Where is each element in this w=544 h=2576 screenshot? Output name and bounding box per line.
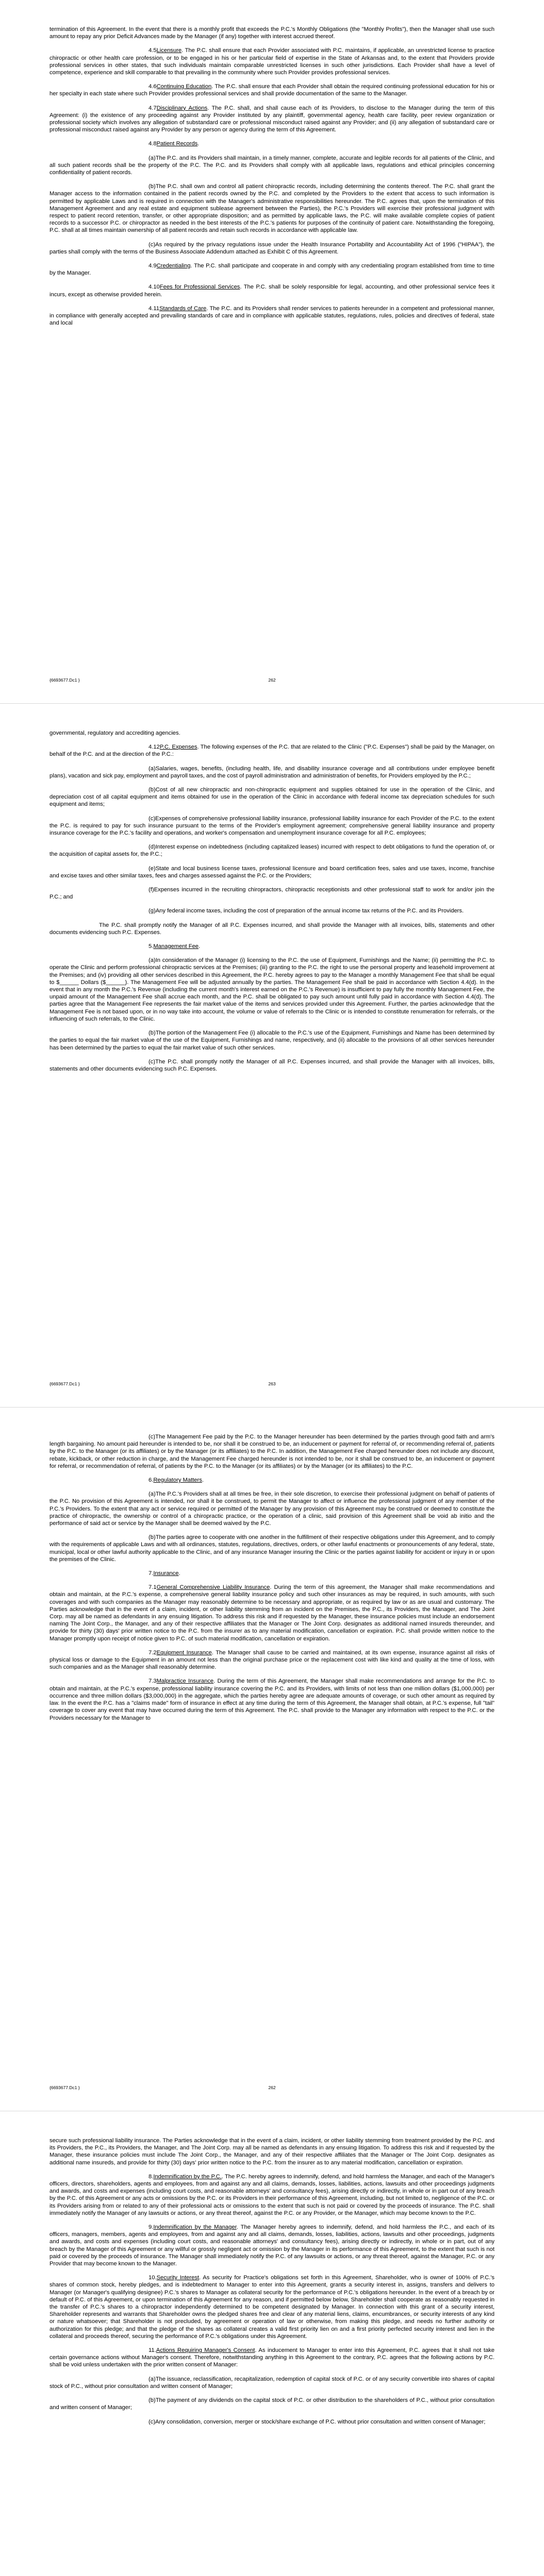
page-footer <box>50 2085 494 2092</box>
paragraph-text: State and local business license taxes, professional licensure and board certification fees, sales and use taxes, income, franchise and excise taxes and other similar taxes, fees and charges assessed against the P.C. or the Providers; <box>50 865 494 879</box>
page-footer <box>50 1381 494 1388</box>
paragraph-text: termination of this Agreement. In the event that there is a monthly profit that exceeds the P.C.'s Monthly Obligations (the "Monthly Profits"), then the Manager shall use such amount to repay any prior Deficit Advances made by the Manager (if any) together with interest accrued thereof. <box>50 26 494 40</box>
subsection-paragraph <box>50 1534 494 1563</box>
paragraph-text: Expenses of comprehensive professional liability insurance, professional liability insurance for each Provider of the P.C. to the extent the P.C. is required to pay for such insurance pursuant to the terms of the Provider's employment agreement; comprehensive general liability insurance and property insurance coverage for the P.C.'s facility and operations, and worker's compensation and unemployment insurance coverage for all P.C. employees; <box>50 815 494 837</box>
section-number: 7.2 <box>149 1649 157 1656</box>
paragraph-text: . The Manager shall cause to be carried and maintained, at its own expense, insurance against all risks of physical loss or damage to the Equipment in an amount not less than the original purchase price or the replacement cost with like kind and quality at the time of loss, with such companies and as the Manager shall reasonably determine. <box>50 1649 495 1671</box>
paragraph-text: The P.C.'s Providers shall at all times be free, in their sole discretion, to exercise their professional judgment on behalf of patients of the P.C. No provision of this Agreement is intended, nor shall it be construed, to permit the Manager to affect or influence the professional judgment of any member of the P.C.'s Providers. To the extent that any act or service required or permitted of the Manager by any provision of this Agreement may be construed or deemed to constitute the practice of chiropractic, the ownership or control of a chiropractic practice, or the operation of a clinic, said provision of this Agreement shall be void ab initio and the performance of said act or service by the Manager shall be deemed waived by the P.C. <box>50 1491 494 1527</box>
paragraph-text: The issuance, reclassification, recapitalization, redemption of capital stock of P.C. or of any security convertible into shares of capital stock of P.C., without prior consultation and written consent of Manager; <box>50 2376 494 2389</box>
subsection-paragraph <box>50 2376 494 2390</box>
section-title: Standards of Care <box>159 305 207 312</box>
paragraph-text: The P.C. and its Providers shall maintain, in a timely manner, complete, accurate and legible records for all patients of the Clinic, and all such patient records shall be the property of the P.C. The P.C. and its Providers shall comply with all applicable laws, regulations and ethical principles concerning confidentiality of patient records. <box>50 155 494 176</box>
subsection-paragraph <box>50 957 494 1023</box>
subsection-paragraph <box>50 241 494 256</box>
footer-reference: {6693677.Dc1 } <box>50 677 80 683</box>
paragraph-text: Expenses incurred in the recruiting chiropractors, chiropractic receptionists and other professional staff to work for and/or join the P.C.; and <box>50 887 494 901</box>
section-number: 4.8 <box>149 141 157 147</box>
section-paragraph <box>50 47 494 76</box>
section-number: 4.9 <box>149 263 157 269</box>
section-paragraph <box>50 283 494 298</box>
subsection-paragraph <box>50 1029 494 1052</box>
section-number: 4.11 <box>149 305 159 312</box>
section-number: 8. <box>149 2173 154 2180</box>
section-paragraph <box>50 262 494 277</box>
paragraph-text: Any consolidation, conversion, merger or stock/share exchange of P.C. without prior consultation and written consent of Manager; <box>155 2418 486 2425</box>
paragraph-text: . The P.C. shall ensure that each Provider associated with P.C. maintains, if applicable, an unrestricted license to practice chiropractic or other health care profession, or to be engaged in his or her particular field of expertise in the State of Arkansas and, to the extent that Providers provide professional services in other states, that such individuals maintain comparable unrestricted licenses in such other jurisdictions. Each Provider shall have a level of competence, experience and skill comparable to that prevailing in the community where such Provider provides professional services. <box>50 47 494 76</box>
paragraph-text: Cost of all new chiropractic and non-chiropractic equipment and supplies obtained for use in the operation of the Clinic, and depreciation cost of all capital equipment and items obtained for use in the operation of the Clinic in accordance with federal income tax depreciation schedules for such equipment and items; <box>50 787 494 808</box>
body-paragraph <box>50 730 494 737</box>
section-title: Disciplinary Actions <box>156 105 208 111</box>
paragraph-text: secure such professional liability insurance. The Parties acknowledge that in the event of a claim, incident, or other liability stemming from treatment provided by the P.C. and its Providers, the P.C., its Providers, the Manager, and The Joint Corp. may all be named as defendants in any ensuing litigation. To address this risk and if requested by the Manager, these insurance policies must include The Joint Corp., the Manager, and any of their respective affiliates that the Manager or The Joint Corp. designates as additional name insureds, and provide for thirty (30) days' prior written notice to the P.C. from the insurer as to any material modification, cancellation or expiration. <box>50 2138 494 2166</box>
section-title: Indemnification by the P.C. <box>153 2173 222 2180</box>
document-page-3 <box>0 1408 544 2111</box>
subsection-paragraph <box>50 1058 494 1073</box>
subsection-paragraph <box>50 2397 494 2411</box>
section-title: Insurance <box>153 1570 179 1577</box>
paragraph-text: . During the term of this Agreement, the Manager shall make recommendations and arrange for the P.C. to obtain and maintain, at the P.C.'s expense, professional liability insurance covering the P.C. and its Providers, with limits of not less than one million dollars ($1,000,000) per occurrence and three million dollars ($3,000,000) in the aggregate, which the parties hereby agree are adequate amounts of coverage, or such other amount as required by law. In the event the P.C. has a "claims made" form of insurance in effect at any time during the term of this Agreement, the Manager shall obtain, at P.C.'s expense, full "tail" coverage to cover any event that may have occurred during the term of this Agreement. The P.C. shall provide to the Manager any information with respect to the P.C. or the Providers necessary for the Manager to <box>50 1678 494 1721</box>
section-number: 4.5 <box>149 47 157 54</box>
paragraph-text: . The P.C. shall, and shall cause each of its Providers, to disclose to the Manager during the term of this Agreement: (i) the existence of any proceeding against any Provider instituted by any plaintiff, governmental agency, health care facility, peer review organization or professional society which involves any allegation of substandard care or professional misconduct raised against any Provider; and (ii) any allegation of substandard care or professional misconduct raised against any Provider by any person or agency during the term of this Agreement. <box>50 105 495 133</box>
section-paragraph <box>50 83 494 97</box>
section-number: 6. <box>149 1477 154 1484</box>
section-title: Continuing Education <box>156 83 212 90</box>
footer-reference: {6693677.Dc1 } <box>50 2085 80 2090</box>
section-title: Actions Requiring Manager's Consent <box>156 2347 255 2354</box>
section-number: (d) <box>149 844 156 851</box>
section-number: (a) <box>149 2376 156 2382</box>
subsection-paragraph <box>50 2418 494 2426</box>
section-paragraph <box>50 2347 494 2369</box>
section-title: Security Interest <box>156 2275 200 2281</box>
paragraph-text: The P.C. shall promptly notify the Manager of all P.C. Expenses incurred, and shall provide the Manager with all invoices, bills, statements and other documents evidencing such P.C. Expenses. <box>50 1058 494 1072</box>
section-number: (a) <box>149 155 156 161</box>
document-page-4 <box>0 2111 544 2576</box>
paragraph-text: . As security for Practice's obligations set forth in this Agreement, Shareholder, who is owner of 100% of P.C.'s shares of common stock, hereby pledges, and is indebtedment to Manager to enter into this Agreement, grants a security interest in, assigns, transfers and delivers to Manager (or Manager's qualifying designee) P.C.'s shares to Manager as collateral security for the performance of P.C.'s obligations hereunder. In the event of a breach by or default of P.C. of this Agreement, or upon termination of this Agreement for any reason, and if permitted below below, Shareholder shall cooperate as reasonably requested in the transfer of P.C.'s shares to a chiropractor independently determined to be competent designated by Manager. In connection with this grant of a security interest, Shareholder represents and warrants that Shareholder owns the pledged shares free and clear of any material liens, claims, encumbrances, or security interests of any kind or nature whatsoever; that Shareholder is not precluded, by agreement or operation of law or otherwise, from making this pledge, and needs no further authority or authorization for this pledge; and that the pledge of the shares as collateral creates a valid first priority lien on and a first priority perfected security interest and lien in the collateral and proceeds thereof, securing the performance of P.C.'s obligations under this Agreement. <box>50 2275 494 2340</box>
subsection-paragraph <box>50 786 494 808</box>
section-title: Malpractice Insurance <box>156 1678 214 1685</box>
page-body <box>50 1433 494 1728</box>
section-number: (b) <box>149 1534 156 1541</box>
paragraph-text: . The P.C. shall participate and cooperate in and comply with any credentialing program established from time to time by the Manager. <box>50 263 494 277</box>
section-title: Fees for Professional Services <box>159 284 240 291</box>
section-number: 5. <box>149 943 154 950</box>
section-number: 10. <box>149 2275 157 2281</box>
section-paragraph <box>50 2224 494 2267</box>
paragraph-text: The portion of the Management Fee (i) allocable to the P.C.'s use of the Equipment, Furnishings and Name has been determined by the parties to equal the fair market value of the use of the Equipment, Furnishings and name, respectively, and (ii) allocable to the provisions of all other services hereunder has been determined by the parties to equal the fair market value of such other services. <box>50 1030 494 1051</box>
paragraph-text: . <box>202 1477 204 1484</box>
document-page-1 <box>0 0 544 703</box>
section-paragraph <box>50 1584 494 1642</box>
section-number: (f) <box>149 887 154 893</box>
section-paragraph <box>50 105 494 134</box>
section-paragraph <box>50 2274 494 2340</box>
section-number: (c) <box>149 1058 156 1065</box>
paragraph-text: . The Manager hereby agrees to indemnify, defend, and hold harmless the P.C., and each of its officers, managers, members, agents and employees, from and against any and all claims, demands, losses, liabilities, actions, lawsuits and other proceedings, judgments and awards, and costs and expenses (including court costs, and reasonable attorneys' and consultancy fees), arising directly or indirectly, in whole or in part, out of any breach by the Manager of this Agreement or any willful or grossly negligent act or omission by the Manager in its performance of this Agreement, to the extent that such is not paid or covered by the proceeds of insurance. The Manager shall immediately notify the P.C. of any lawsuits or actions, or any threat thereof, against the Manager, P.C. or any Provider that may become known to the Manager. <box>50 2224 494 2267</box>
section-paragraph <box>50 1677 494 1721</box>
footer-reference: {6693677.Dc1 } <box>50 1381 80 1386</box>
section-number: 7. <box>149 1570 154 1577</box>
section-number: 7.3 <box>149 1678 157 1685</box>
paragraph-text: governmental, regulatory and accrediting agencies. <box>50 730 180 736</box>
subsection-paragraph <box>50 907 494 914</box>
page-number: 262 <box>268 677 276 683</box>
subsection-paragraph <box>50 1490 494 1527</box>
section-paragraph <box>50 1477 494 1484</box>
section-number: 7.1 <box>149 1584 157 1591</box>
body-paragraph <box>50 922 494 936</box>
section-title: P.C. Expenses <box>159 744 197 751</box>
paragraph-text: The Management Fee paid by the P.C. to the Manager hereunder has been determined by the parties through good faith and arm's length bargaining. No amount paid hereunder is intended to be, nor shall it be construed to be, an inducement or payment for referral of, or recommending referral of, patients by the P.C. to the Manager (or its affiliates) or by the Manager (or its affiliates) to the P.C. In addition, the Management Fee charged hereunder does not include any discount, rebate, kickback, or other reduction in charge, and the Management Fee charged hereunder is not intended to be, nor it shall be construed to be, an inducement or payment for referral, or recommendation of referral, of patients by the P.C. to the Manager (or its affiliates) or by the Manager (or its affiliates) to the P.C. <box>50 1434 494 1469</box>
section-number: (b) <box>149 2397 156 2404</box>
section-number: (b) <box>149 1030 156 1037</box>
subsection-paragraph <box>50 815 494 837</box>
body-paragraph <box>50 2137 494 2166</box>
page-number: 263 <box>268 1381 276 1386</box>
paragraph-text: . During the term of this agreement, the Manager shall make recommendations and obtain and maintain, at the P.C.'s expense, a comprehensive general liability insurance policy and such other insurances as may be required, in such amounts, with such coverages and with such companies as the Manager may reasonably determine to be necessary and appropriate, or as required by law or as are usual and customary. The Parties acknowledge that in the event of a claim, incident, or other liability stemming from an incident on the Premises, the P.C., its Providers, the Manager, and The Joint Corp. may all be named as defendants in any ensuing litigation. To address this risk and if requested by the Manager, these insurance policies must include an endorsement naming The Joint Corp., the Manager, and any of their respective affiliates that the Manager or The Joint Corp. designates as additional named insureds thereunder, and provide for thirty (30) days' prior written notice to the P.C. from the insurer as to any material modification, cancellation or expiration. P.C. shall provide written notice to the Manager promptly upon receipt of notice given to P.C. of such material modification, cancellation or expiration. <box>50 1584 494 1642</box>
section-number: 4.7 <box>149 105 157 111</box>
subsection-paragraph <box>50 155 494 177</box>
section-number: 11. <box>149 2347 156 2354</box>
section-number: (c) <box>149 815 156 822</box>
page-body <box>50 730 494 1079</box>
paragraph-text: The P.C. shall own and control all patient chiropractic records, including determining the contents thereof. The P.C. shall grant the Manager access to the information contained in the patient records owned by the P.C. and completed by the Providers to the extent that access to such information is permitted by applicable Laws and is required in connection with the Manager's administrative responsibilities hereunder. The P.C. agrees that, upon the termination of this Management Agreement and any real estate and equipment sublease agreement between the Parties), the P.C.'s Providers will exercise their professional judgment with respect to patient record retention, transfer, or other appropriate disposition; and as permitted by applicable laws, the P.C. will make available complete copies of patient records to a successor P.C. or chiropractor as needed in the best interests of the P.C.'s patients for purposes of the continuity of patient care. Notwithstanding the foregoing, P.C. shall at all times maintain ownership of all patient records and retain such records in accordance with applicable law. <box>50 183 494 234</box>
paragraph-text: In consideration of the Manager (i) licensing to the P.C. the use of Equipment, Furnishings and the Name; (ii) permitting the P.C. to operate the Clinic and perform professional chiropractic services at the Premises; (iii) granting to the P.C. the right to use the personal property and leasehold improvement at the Premises; and (iv) providing all other services described in this Agreement, the P.C. hereby agrees to pay to the Manager a monthly Management Fee that shall be equal to $______ Dollars ($______). The Management Fee will be adjusted annually by the parties. The Management Fee shall be paid in accordance with Section 4.4(d). In the event that in any month the P.C.'s Revenue (including the current month's interest earned on the P.C.'s Revenue) is insufficient to pay fully the monthly Management Fee, the unpaid amount of the Management Fee shall accrue each month, and the P.C. shall be obligated to pay such amount until fully paid in accordance with Section 4.4(d). The parties agree that the Management Fee represents the fair market value of the items and services provided under this Agreement. Further, the parties acknowledge that the Management Fee is not based upon, or in no way take into account, the volume or value of referrals to the Clinic or is intended to constitute renumeration for referrals, or the influencing of such referrals, to the Clinic. <box>50 957 494 1022</box>
section-paragraph <box>50 305 494 327</box>
subsection-paragraph <box>50 886 494 901</box>
section-paragraph <box>50 1649 494 1671</box>
section-number: (a) <box>149 957 156 964</box>
paragraph-text: The P.C. shall promptly notify the Manager of all P.C. Expenses incurred, and shall provide the Manager with all invoices, bills, statements and other documents evidencing such P.C. Expenses. <box>50 922 494 936</box>
section-number: 9. <box>149 2224 154 2231</box>
section-paragraph <box>50 2173 494 2217</box>
subsection-paragraph <box>50 1433 494 1470</box>
subsection-paragraph <box>50 765 494 779</box>
paragraph-text: . <box>178 1570 180 1577</box>
paragraph-text: . The P.C. shall ensure that each Provider shall obtain the required continuing professional education for his or her specialty in each state where such Provider provides professional services and shall provide documentation of the same to the Manager. <box>50 83 495 97</box>
paragraph-text: . The P.C. and its Providers shall render services to patients hereunder in a competent and professional manner, in compliance with generally accepted and prevailing standards of care and in compliance with applicable statutes, regulations, rules, policies and directives of federal, state and local <box>50 305 495 327</box>
section-number: (c) <box>149 1434 156 1440</box>
paragraph-text: . The P.C. hereby agrees to indemnify, defend, and hold harmless the Manager, and each of the Manager's officers, directors, shareholders, agents and employees, from and against any and all claims, demands, losses, liabilities, actions, lawsuits and other proceedings judgments and awards, and costs and expenses (including court costs, and reasonable attorneys' and consultancy fees), arising directly or indirectly, in whole or in part out of any breach by the P.C. of this Agreement or any acts or omissions by the P.C. or its Providers in their performance of this Agreement, including, but not limited to, negligence of the P.C. or its Providers arising from or related to any of their professional acts or omissions to the extent that such is not paid or covered by the proceeds of insurance. The P.C. shall immediately notify the Manager of any lawsuits or actions, or any threat thereof, against the P.C. or any Provider, or the Manager, which may become known to the P.C. <box>50 2173 494 2216</box>
page-number: 262 <box>268 2085 276 2090</box>
section-number: (e) <box>149 865 156 872</box>
section-paragraph <box>50 943 494 950</box>
subsection-paragraph <box>50 843 494 858</box>
section-title: Indemnification by the Manager <box>153 2224 237 2231</box>
section-title: Licensure <box>156 47 182 54</box>
section-paragraph <box>50 140 494 147</box>
section-number: (a) <box>149 765 156 772</box>
body-paragraph <box>50 26 494 40</box>
section-number: (c) <box>149 241 156 248</box>
paragraph-text: Any federal income taxes, including the cost of preparation of the annual income tax returns of the P.C. and its Providers. <box>155 908 464 914</box>
paragraph-text: The payment of any dividends on the capital stock of P.C. or other distribution to the shareholders of P.C., without prior consultation and written consent of Manager; <box>50 2397 494 2411</box>
page-footer <box>50 677 494 685</box>
section-title: Credentialing <box>156 263 191 269</box>
document-page-2 <box>0 704 544 1407</box>
page-body <box>50 26 494 334</box>
paragraph-text: . The P.C. shall be solely responsible for legal, accounting, and other professional service fees it incurs, except as otherwise provided herein. <box>50 284 494 298</box>
paragraph-text: . <box>197 141 200 147</box>
section-title: General Comprehensive Liability Insurance <box>156 1584 270 1591</box>
section-title: Equipment Insurance <box>156 1649 212 1656</box>
section-title: Regulatory Matters <box>153 1477 202 1484</box>
section-number: (c) <box>149 2418 156 2425</box>
section-number: 4.12 <box>149 744 160 751</box>
paragraph-text: Salaries, wages, benefits, (including health, life, and disability insurance coverage and all contributions under employee benefit plans), vacation and sick pay, employment and payroll taxes, and the cost of payroll administration and administration of benefits, for Providers employed by the P.C.; <box>50 765 494 779</box>
section-paragraph <box>50 743 494 758</box>
section-number: (g) <box>149 908 156 914</box>
paragraph-text: Interest expense on indebtedness (including capitalized leases) incurred with respect to debt obligations to fund the operation of, or the acquisition of capital assets for, the P.C.; <box>50 844 494 858</box>
section-number: (b) <box>149 183 156 190</box>
section-number: (b) <box>149 787 156 793</box>
paragraph-text: As required by the privacy regulations issue under the Health Insurance Portability and Accountability Act of 1996 ("HIPAA"), the parties shall comply with the terms of the Business Associate Addendum attached as Exhibit C of this Agreement. <box>50 241 494 255</box>
section-number: 4.6 <box>149 83 157 90</box>
section-title: Management Fee <box>153 943 199 950</box>
subsection-paragraph <box>50 183 494 234</box>
paragraph-text: The parties agree to cooperate with one another in the fulfillment of their respective obligations under this Agreement, and to comply with the requirements of applicable Laws and with all ordinances, statutes, regulations, directives, orders, or other lawful enactments or pronouncements of any federal, state, municipal, local or other lawful authority applicable to the Clinic, and of any insurance Manager insuring the Clinic or the parties against liability for accident or injury in or upon the premises of the Clinic. <box>50 1534 494 1563</box>
paragraph-text: . <box>199 943 201 950</box>
paragraph-text: . The following expenses of the P.C. that are related to the Clinic ("P.C. Expenses") shall be paid by the Manager, on behalf of the P.C. and at the direction of the P.C.: <box>50 744 494 758</box>
paragraph-text: . As inducement to Manager to enter into this Agreement, P.C. agrees that it shall not take certain governance actions without Manager's consent. Therefore, notwithstanding anything in this Agreement to the contrary, P.C. agrees that the following actions by P.C. shall be void unless undertaken with the prior written consent of Manager: <box>50 2347 494 2368</box>
section-number: 4.10 <box>149 284 160 291</box>
page-body <box>50 2137 494 2432</box>
section-paragraph <box>50 1570 494 1577</box>
section-title: Patient Records <box>156 141 198 147</box>
subsection-paragraph <box>50 865 494 879</box>
section-number: (a) <box>149 1491 156 1498</box>
